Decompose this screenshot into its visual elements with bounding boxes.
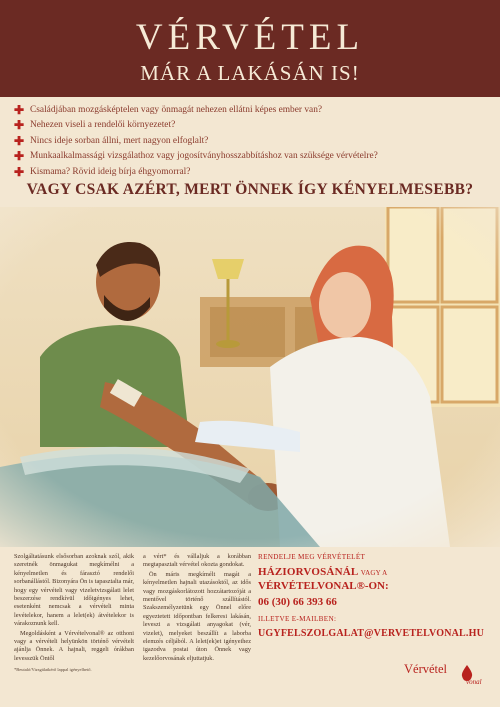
plus-icon: ✚: [14, 164, 25, 179]
header-banner: [0, 0, 500, 97]
phone-number[interactable]: 06 (30) 66 393 66: [258, 596, 337, 608]
email-link[interactable]: UGYFELSZOLGALAT@VERVETELVONAL.HU: [258, 628, 485, 639]
body-column-1: [14, 553, 134, 675]
or-label: VAGY A: [360, 569, 388, 577]
question-item: [14, 133, 490, 149]
page-title: VÉRVÉTEL: [135, 17, 365, 58]
plus-icon: ✚: [14, 133, 25, 148]
question-item: [14, 102, 490, 118]
question-item: [14, 164, 490, 180]
page-subtitle: MÁR A LAKÁSÁN IS!: [140, 61, 360, 85]
brand-line: VÉRVÉTELVONAL®-ON:: [258, 580, 389, 592]
doctor-label: HÁZIORVOSÁNÁL: [258, 566, 358, 578]
question-item: [14, 118, 490, 134]
question-text: Családjában mozgásképtelen vagy önmagát nehezen ellátni képes ember van?: [30, 104, 323, 115]
body-paragraph: Megoldásként a Vérvételvonal® az otthoni vagy a vérvételi helyünkön történő vérvételt ajánlja Önnek. A hajnali, reggeli órákban levesszük Öntől: [14, 629, 134, 662]
body-paragraph: Ön máris megkímélt magát a kényelmetlen hajnali utazásoktól, az idős vagy mozgáskorlátozott hozzátartozóját a mentővel történő szállítástól. Szakszemélyzetünk egy Önnel előre egyeztetett időpontban felkeresi lakásán, leveszi a vizsgálati anyagokat (vér, vizelet), melyeket beszállít a laborba elemzés céljából. A lelet(ek)et igényeihez igazodva postai úton Önnek vagy kezelőorvosának eljuttatjuk.: [143, 570, 251, 662]
body-paragraph: a vért* és vállaljuk a korábban megtapasztalt vérvétel okozta gondokat.: [143, 553, 251, 569]
tagline: VAGY CSAK AZÉRT, MERT ÖNNEK ÍGY KÉNYELMESEBB?: [26, 181, 474, 198]
doctor-line: [258, 566, 488, 578]
question-list: [14, 102, 490, 180]
plus-icon: ✚: [14, 149, 25, 164]
plus-icon: ✚: [14, 118, 25, 133]
brand-logo: [404, 658, 494, 688]
plus-icon: ✚: [14, 102, 25, 117]
contact-box: [258, 553, 488, 639]
question-text: Nincs ideje sorban állni, mert nagyon elfoglalt?: [30, 135, 209, 146]
illustration-drawing: [0, 207, 500, 547]
email-label: ILLETVE E-MAILBEN:: [258, 615, 337, 623]
question-text: Munkaalkalmassági vizsgálathoz vagy jogosítványhosszabbításhoz van szüksége vérvételre?: [30, 151, 378, 162]
question-item: [14, 149, 490, 165]
question-text: Kismama? Rövid ideig bírja éhgyomorral?: [30, 166, 191, 177]
order-label: RENDELJE MEG VÉRVÉTELÉT: [258, 553, 366, 561]
logo-sub: vonal: [466, 678, 482, 686]
question-text: Nehezen viseli a rendelői környezetet?: [30, 120, 176, 131]
body-paragraph: Szolgáltatásunk elsősorban azoknak szól, akik szeretnék önmagukat megkímélni a kényelmetlen és fárasztó rendelői sorbanállástól. Bizonyára Ön is tapasztalta már, hogy egy vérvételi vagy vizeletvizsgálati lelet beszerzése rendkívül időigényes lehet, esetenként nemcsak a vérvételi minta levételekor, hanem a lelet(ek) átvételekor is várakoznunk kell.: [14, 553, 134, 628]
body-column-2: [143, 553, 251, 664]
illustration-blood-draw: [0, 207, 500, 547]
footnote: *Beutaló/Vizsgálatkérő lappal igényelhető.: [14, 667, 92, 673]
logo-word: Vérvétel: [404, 662, 448, 676]
